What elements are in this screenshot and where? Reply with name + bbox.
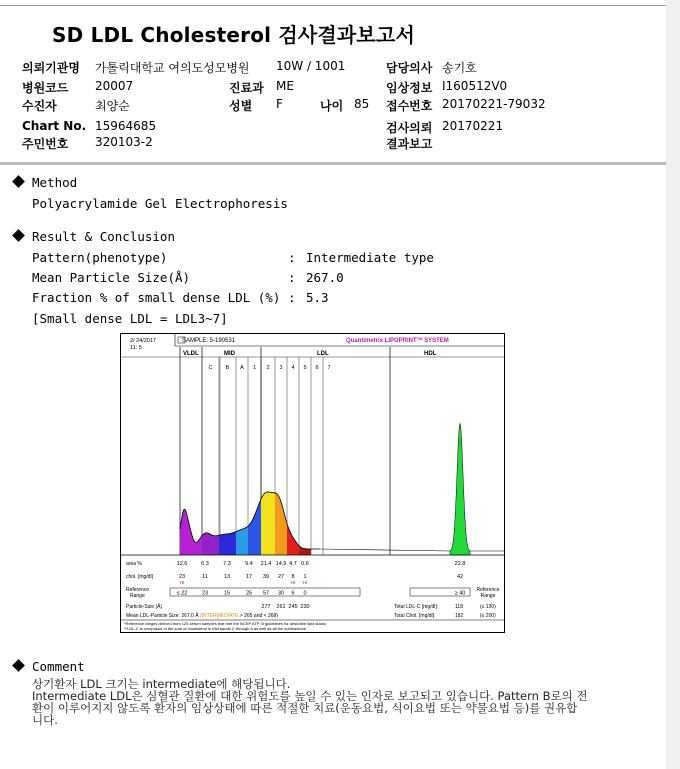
total-chol-ref: (≤ 200)	[480, 613, 496, 619]
area-row-value: 9.4	[245, 561, 253, 567]
band-label: 2	[266, 365, 270, 371]
ref-label: Range	[130, 593, 145, 599]
comment-line: 환이 이루어지지 않도록 환자의 임상상태에 따른 적절한 치료(운동요법, 식이요법 또는 약물요법 등)를 권유합	[32, 701, 578, 715]
particle-size-value: 230	[300, 604, 310, 610]
footnote: *Reference ranges derived from 125 serum samples that met the NCEP ATP III guidelines for desirable lipid status	[124, 621, 327, 626]
ref-value: ≤ 22	[176, 590, 188, 597]
ref-value: 15	[223, 590, 231, 597]
band-label: C	[208, 365, 213, 371]
group-label-mid: MID	[224, 351, 235, 357]
band-label: A	[240, 365, 244, 371]
dept-value: ME	[276, 79, 294, 93]
doctor-value: 송기호	[442, 61, 477, 75]
chol-row-value: 39	[262, 574, 270, 580]
chart-date: 2/ 24/2017	[130, 338, 156, 344]
group-label-vldl: VLDL	[183, 351, 199, 357]
method-text: Polyacrylamide Gel Electrophoresis	[32, 196, 288, 211]
ward-value: 10W / 1001	[276, 59, 346, 73]
hi-flag: HI	[302, 580, 308, 585]
diamond-bullet-icon	[12, 229, 25, 242]
band-label: 1	[252, 365, 257, 371]
ref-value: 23	[201, 590, 209, 597]
band-label: B	[225, 365, 230, 371]
mean-size-line: Mean LDL-Particle Size: 267.0 Å (INTERMEDIATE:> 265 and < 268)	[126, 613, 278, 619]
dept-label: 진료과	[229, 81, 264, 95]
chol-hdl-value: 42	[456, 574, 464, 580]
comment-line: 상기환자 LDL 크기는 intermediate에 해당됩니다.	[32, 677, 291, 691]
diamond-bullet-icon	[12, 175, 25, 188]
result-label-mean-size: Mean Particle Size(Å)	[32, 270, 191, 285]
result-colon: :	[288, 290, 296, 305]
diamond-bullet-icon	[12, 659, 25, 672]
hospital-code-value: 20007	[95, 79, 134, 93]
chart-brand: Quantimetrix LIPOPRINT™ SYSTEM	[346, 336, 449, 344]
clinical-info-value: I160512V0	[442, 79, 508, 93]
result-heading-text: Result & Conclusion	[32, 229, 175, 244]
ref-value: 25	[245, 590, 253, 597]
ref-value: 0	[303, 590, 307, 597]
header-separator	[0, 162, 666, 165]
band-label: 3	[279, 365, 283, 371]
result-label-fraction: Fraction % of small dense LDL (%)	[32, 290, 281, 305]
doctor-label: 담당의사	[386, 61, 433, 75]
lipoprint-chart	[120, 333, 505, 633]
chol-row-value: 27	[277, 574, 285, 580]
particle-size-label: Particle-Size (Å)	[126, 604, 163, 610]
area-row-value: 4.7	[289, 561, 297, 567]
result-value-mean-size: 267.0	[306, 270, 344, 285]
ref-right-label: Reference	[476, 587, 500, 593]
institution-value: 가톨릭대학교 여의도성모병원	[95, 61, 250, 75]
method-heading-text: Method	[32, 175, 78, 190]
result-value-pattern: Intermediate type	[306, 250, 434, 265]
receipt-no-label: 접수번호	[386, 99, 433, 113]
chart-frame	[121, 334, 505, 633]
area-row-value: 12.6	[176, 561, 188, 567]
sex-value: F	[276, 97, 283, 111]
patient-value: 최양순	[95, 99, 130, 113]
ref-value: 30	[277, 590, 285, 597]
comment-line: 니다.	[32, 713, 58, 727]
report-title: SD LDL Cholesterol 검사결과보고서	[52, 23, 415, 47]
chol-row-value: 11	[202, 574, 208, 580]
chart-no-label: Chart No.	[22, 119, 87, 133]
comment-heading	[14, 659, 85, 674]
request-date-value: 20170221	[442, 119, 504, 133]
top-border	[0, 5, 666, 6]
clinical-info-label: 임상정보	[386, 81, 433, 95]
area-row-value: 7.3	[223, 561, 231, 567]
area-row-value: 6.3	[201, 561, 209, 567]
particle-size-value: 261	[276, 604, 286, 610]
result-value-fraction: 5.3	[306, 290, 329, 305]
total-chol-value: 182	[455, 613, 464, 619]
group-label-ldl: LDL	[317, 351, 329, 357]
hi-flag: HI	[290, 580, 296, 585]
chol-row-value: 1	[303, 574, 307, 580]
area-row-value: 14.9	[275, 561, 287, 567]
area-row-label: area %	[126, 561, 142, 567]
patient-label: 수진자	[22, 99, 57, 113]
area-row-value: 0.6	[301, 561, 309, 567]
request-date-label: 검사의뢰	[386, 121, 433, 135]
total-ldlc-value: 118	[455, 604, 463, 610]
comment-heading-text: Comment	[32, 659, 85, 674]
lipoprint-chart-svg	[120, 333, 505, 633]
result-note: [Small dense LDL = LDL3~7]	[32, 311, 228, 326]
resident-no-label: 주민번호	[22, 137, 69, 151]
institution-label: 의뢰기관명	[22, 61, 80, 75]
area-row-value: 21.4	[260, 561, 272, 567]
density-fill-3	[261, 492, 275, 555]
band-label: 4	[291, 365, 295, 371]
comment-line: Intermediate LDL은 심혈관 질환에 대한 위험도를 높일 수 있는 인자로 보고되고 있습니다. Pattern B로의 전	[32, 689, 588, 703]
band-label: 7	[327, 365, 331, 371]
footnote: **LDL-C is comprised of the sum of cholesterol in Mid bands C through A as well as all the subfractions	[124, 626, 306, 631]
total-ldlc-label: Total LDL-C [mg/dl]:	[394, 604, 439, 610]
result-label-pattern: Pattern(phenotype)	[32, 250, 168, 265]
result-colon: :	[288, 270, 296, 285]
receipt-no-value: 20170221-79032	[442, 97, 546, 111]
chart-no-value: 15964685	[95, 119, 157, 133]
method-heading	[14, 175, 77, 190]
band-label: 5	[303, 365, 307, 371]
chol-row-value: 8	[291, 574, 295, 580]
result-colon: :	[288, 250, 296, 265]
chol-row-value: 17	[245, 574, 253, 580]
particle-size-value: 245	[288, 604, 298, 610]
chol-row-value: 13	[223, 574, 231, 580]
ref-value: 57	[262, 590, 270, 597]
ref-label: Reference	[126, 587, 150, 593]
particle-size-value: 277	[261, 604, 271, 610]
hi-flag: HI	[179, 580, 185, 585]
age-value: 85	[354, 97, 370, 111]
total-ldlc-ref: (≤ 130)	[480, 604, 496, 610]
ref-hdl-value: ≥ 40	[454, 590, 466, 597]
chart-time: 11: 5	[130, 345, 142, 351]
result-heading	[14, 229, 175, 244]
total-chol-label: Total Chol. [mg/dl]:	[394, 613, 436, 619]
chol-row-value: 23	[178, 574, 186, 580]
report-label: 결과보고	[386, 137, 433, 151]
age-label: 나이	[320, 99, 344, 113]
hospital-code-label: 병원코드	[22, 81, 69, 95]
group-label-hdl: HDL	[424, 351, 437, 357]
band-label: 6	[315, 365, 319, 371]
ref-value: 6	[291, 590, 295, 597]
sex-label: 성별	[229, 99, 253, 113]
ref-right-label: Range	[480, 593, 496, 599]
resident-no-value: 320103-2	[95, 135, 153, 149]
density-fill-A	[219, 532, 236, 555]
area-hdl-value: 22.8	[454, 561, 466, 567]
chart-sample: SAMPLE: 5-190531	[182, 338, 236, 344]
chol-row-label: chol. [mg/dl]	[126, 574, 153, 580]
